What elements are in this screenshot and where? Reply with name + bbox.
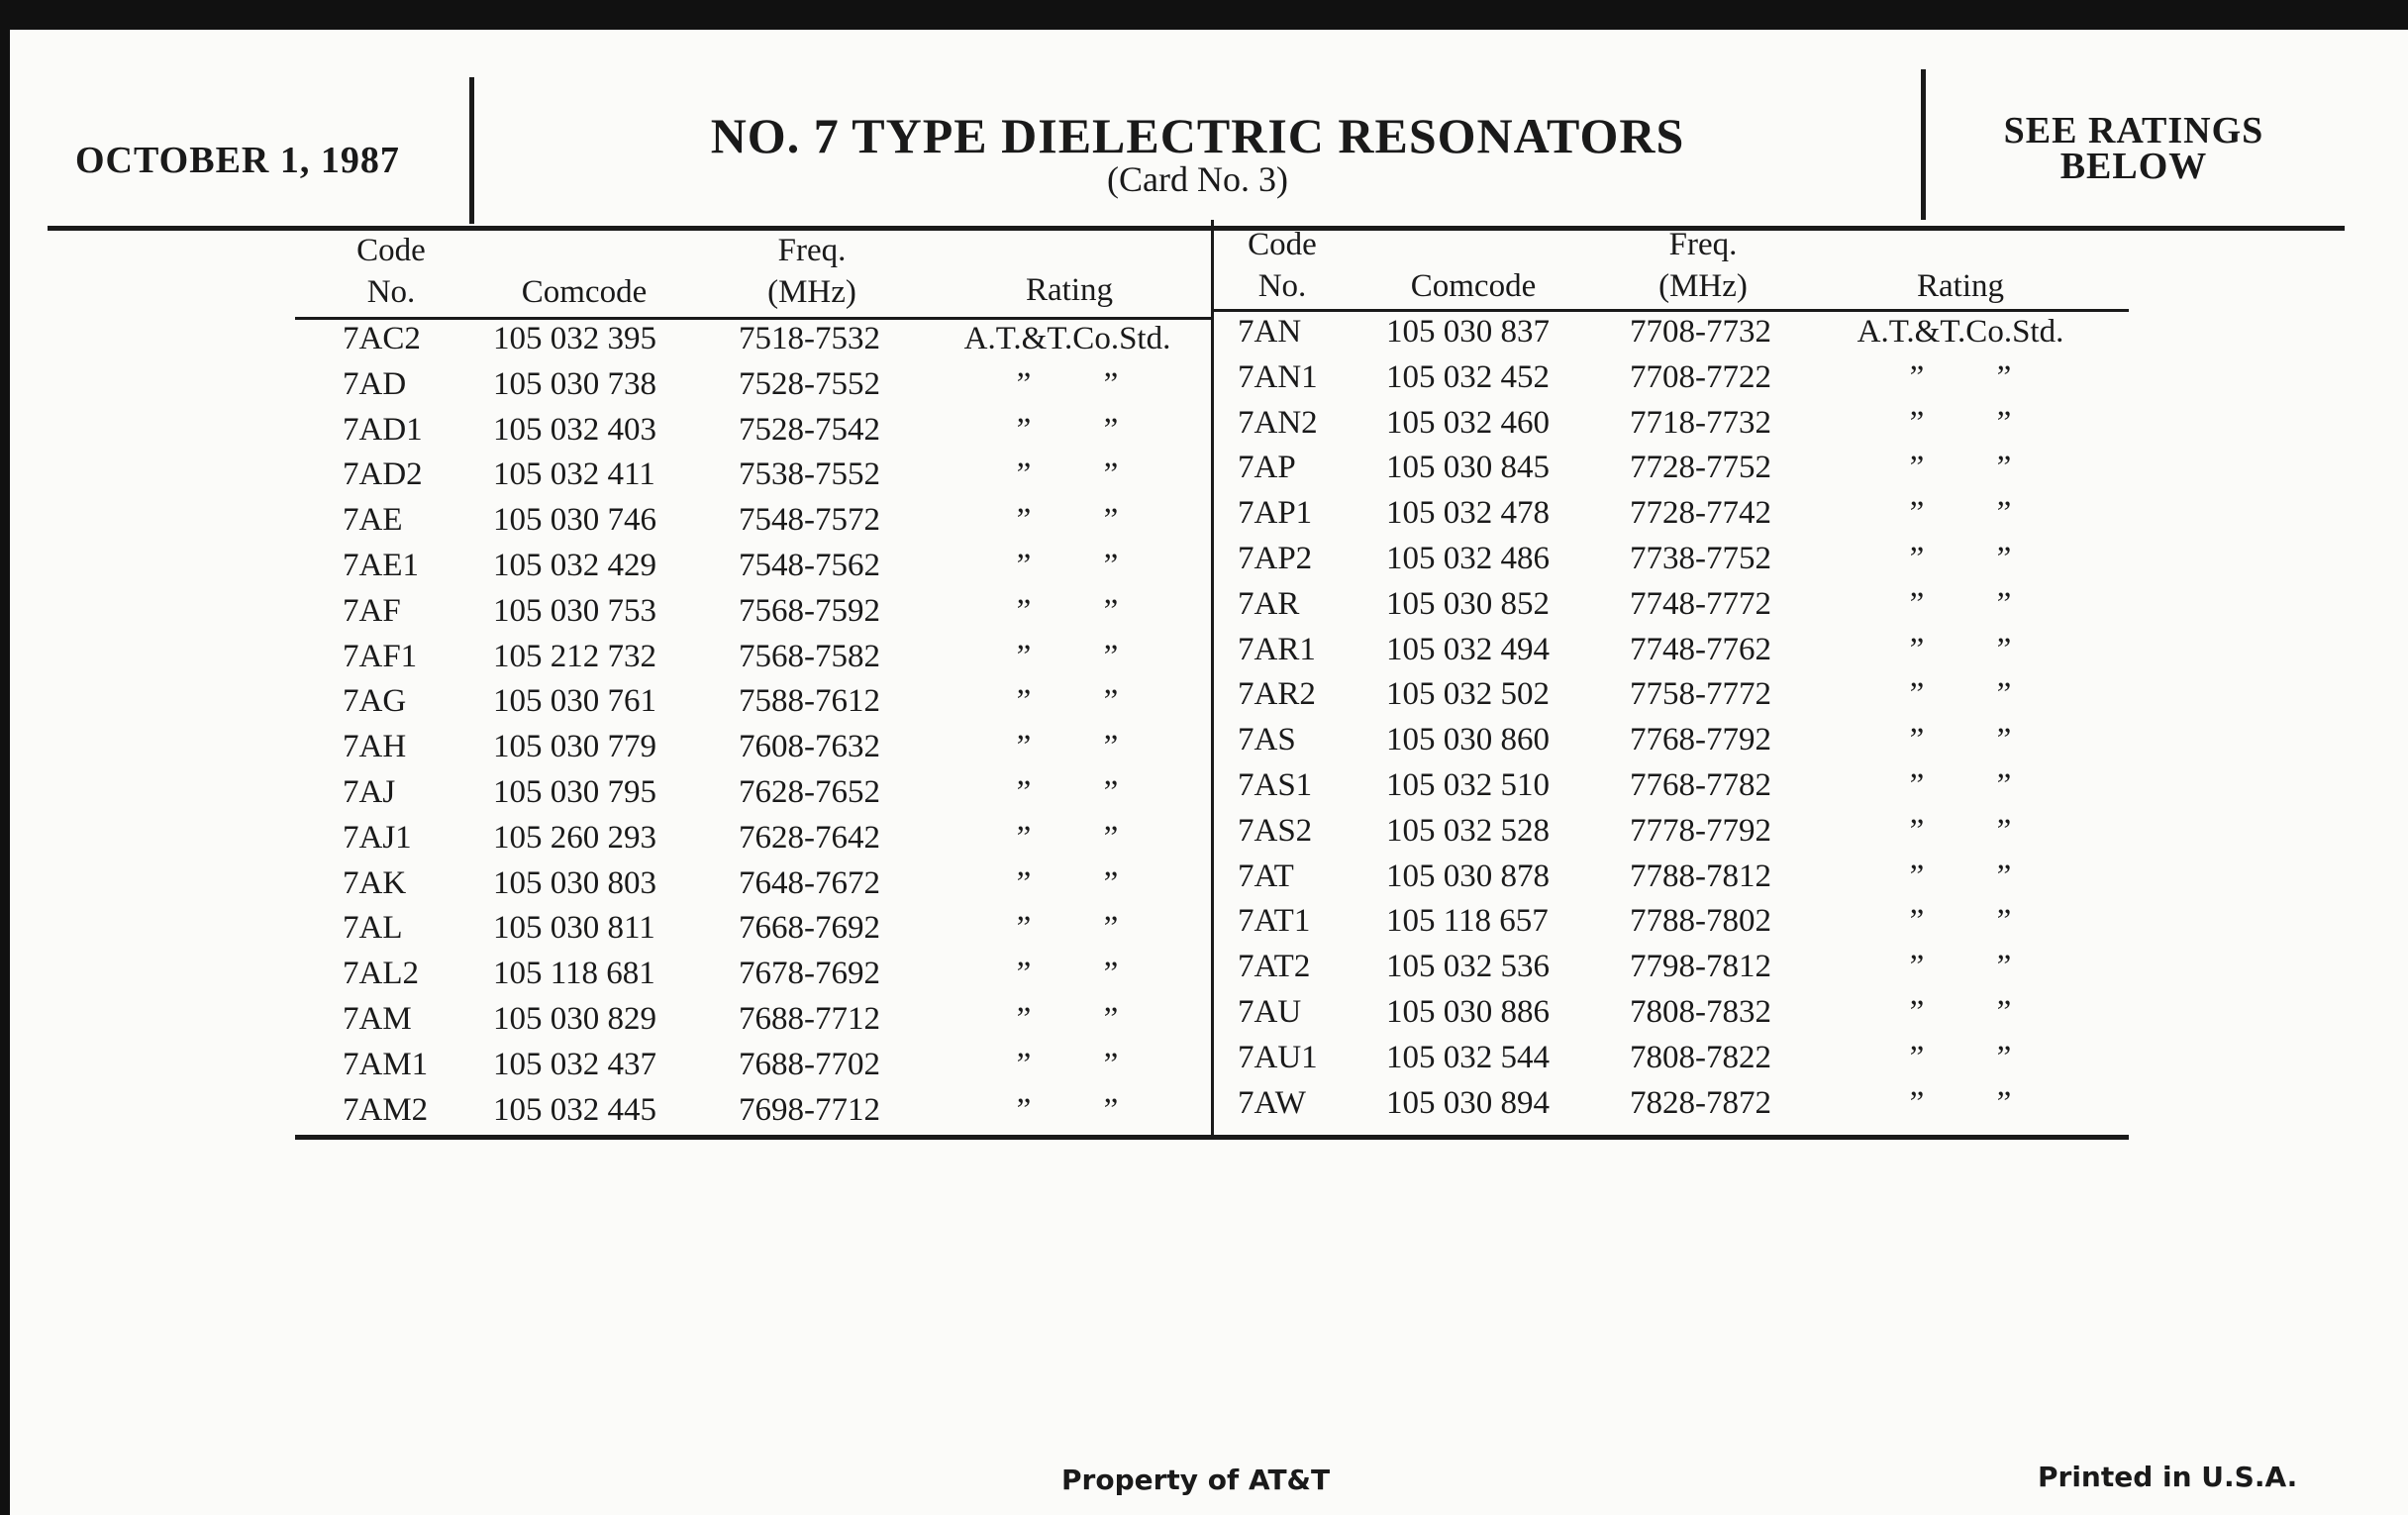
cell-code: 7AF1	[343, 638, 418, 674]
ditto-mark: ”	[1016, 1046, 1032, 1082]
ditto-mark: ”	[1103, 864, 1119, 901]
cell-code: 7AR	[1238, 585, 1300, 622]
cell-rating	[939, 906, 1196, 952]
cell-freq: 7698-7712	[739, 1091, 880, 1128]
ditto-mark: ”	[1016, 1091, 1032, 1128]
table-bottom-rule	[295, 1135, 2129, 1140]
cell-rating: A.T.&T.Co.Std.	[963, 321, 1171, 356]
cell-rating	[939, 997, 1196, 1043]
cell-rating	[939, 544, 1196, 589]
cell-code: 7AS1	[1238, 767, 1313, 803]
col-head-text: Code	[1248, 227, 1317, 262]
cell-code: 7AU1	[1238, 1039, 1318, 1075]
cell-rating	[1832, 446, 2089, 491]
ditto-mark: ”	[1996, 812, 2012, 849]
ditto-mark: ”	[1103, 774, 1119, 810]
ditto-mark: ”	[1016, 1001, 1032, 1037]
ditto-mark: ”	[1103, 456, 1119, 493]
cell-code: 7AD1	[343, 411, 423, 448]
ditto-mark: ”	[1103, 729, 1119, 765]
ditto-mark: ”	[1996, 631, 2012, 667]
cell-comcode: 105 032 536	[1386, 949, 1550, 985]
ditto-mark: ”	[1996, 541, 2012, 576]
cell-rating	[1832, 582, 2089, 628]
cell-comcode: 105 032 478	[1386, 495, 1550, 532]
cell-rating	[1832, 1036, 2089, 1081]
cell-code: 7AD	[343, 365, 407, 402]
cell-code: 7AM	[343, 1001, 412, 1037]
cell-freq: 7728-7752	[1630, 450, 1771, 486]
cell-freq: 7828-7872	[1630, 1084, 1771, 1121]
ditto-mark: ”	[1996, 722, 2012, 758]
ratings-note	[1926, 110, 2342, 187]
cell-freq: 7568-7582	[739, 638, 880, 674]
cell-freq: 7798-7812	[1630, 949, 1771, 985]
cell-comcode: 105 032 460	[1386, 404, 1550, 441]
cell-freq: 7528-7552	[739, 365, 880, 402]
col-head-text: (MHz)	[767, 274, 856, 310]
cell-freq: 7568-7592	[739, 592, 880, 629]
ditto-mark: ”	[1016, 956, 1032, 992]
ditto-mark: ”	[1996, 1084, 2012, 1121]
cell-code: 7AR1	[1238, 631, 1316, 667]
ditto-mark: ”	[1909, 541, 1925, 576]
cell-comcode: 105 032 494	[1386, 631, 1550, 667]
ditto-mark: ”	[1996, 994, 2012, 1030]
col-head-code	[1218, 224, 1347, 307]
cell-rating	[1832, 628, 2089, 673]
cell-code: 7AE1	[343, 548, 419, 583]
ditto-mark: ”	[1909, 994, 1925, 1030]
cell-code: 7AJ	[343, 774, 396, 810]
ditto-mark: ”	[1103, 502, 1119, 539]
cell-freq: 7748-7762	[1630, 631, 1771, 667]
cell-code: 7AT	[1238, 858, 1294, 894]
cell-rating	[1832, 718, 2089, 763]
cell-rating	[1832, 899, 2089, 945]
cell-comcode: 105 030 894	[1386, 1084, 1550, 1121]
cell-rating	[939, 679, 1196, 725]
cell-comcode: 105 030 860	[1386, 722, 1550, 758]
cell-comcode: 105 030 852	[1386, 585, 1550, 622]
col-head-rating: Rating	[1917, 268, 2004, 304]
cell-comcode: 105 030 878	[1386, 858, 1550, 894]
ditto-mark: ”	[1996, 767, 2012, 803]
cell-freq: 7668-7692	[739, 910, 880, 947]
cell-rating	[1832, 763, 2089, 809]
cell-comcode: 105 030 837	[1386, 314, 1550, 350]
cell-code: 7AG	[343, 683, 407, 720]
ditto-mark: ”	[1996, 585, 2012, 622]
col-head-text: Freq.	[1668, 227, 1738, 262]
ditto-mark: ”	[1996, 1039, 2012, 1075]
cell-comcode: 105 030 753	[493, 592, 656, 629]
cell-code: 7AF	[343, 592, 401, 629]
ditto-mark: ”	[1016, 592, 1032, 629]
cell-rating	[1832, 945, 2089, 990]
ditto-mark: ”	[1909, 358, 1925, 395]
ratings-note-line: BELOW	[2059, 146, 2208, 187]
ditto-mark: ”	[1016, 819, 1032, 856]
cell-rating	[1832, 491, 2089, 537]
cell-freq: 7748-7772	[1630, 585, 1771, 622]
table-center-divider	[1211, 220, 1214, 1135]
cell-comcode: 105 030 761	[493, 683, 656, 720]
ditto-mark: ”	[1996, 676, 2012, 713]
cell-freq: 7588-7612	[739, 683, 880, 720]
cell-comcode: 105 032 445	[493, 1091, 656, 1128]
ditto-mark: ”	[1016, 456, 1032, 493]
cell-rating	[939, 861, 1196, 907]
cell-freq: 7788-7812	[1630, 858, 1771, 894]
ditto-mark: ”	[1103, 365, 1119, 402]
ditto-mark: ”	[1909, 903, 1925, 940]
cell-rating	[1832, 855, 2089, 900]
ditto-mark: ”	[1996, 358, 2012, 395]
ditto-mark: ”	[1103, 910, 1119, 947]
ditto-mark: ”	[1103, 1001, 1119, 1037]
cell-rating	[939, 589, 1196, 635]
cell-freq: 7758-7772	[1630, 676, 1771, 713]
cell-comcode: 105 032 429	[493, 548, 656, 583]
ratings-note-line: SEE RATINGS	[2003, 110, 2264, 152]
cell-freq: 7688-7712	[739, 1001, 880, 1037]
cell-freq: 7628-7642	[739, 819, 880, 856]
cell-comcode: 105 032 510	[1386, 767, 1550, 803]
ditto-mark: ”	[1016, 729, 1032, 765]
ditto-mark: ”	[1909, 949, 1925, 985]
cell-freq: 7708-7722	[1630, 358, 1771, 395]
cell-freq: 7768-7782	[1630, 767, 1771, 803]
cell-code: 7AT2	[1238, 949, 1311, 985]
ditto-mark: ”	[1016, 638, 1032, 674]
cell-code: 7AN1	[1238, 358, 1318, 395]
cell-freq: 7608-7632	[739, 729, 880, 765]
cell-rating: A.T.&T.Co.Std.	[1856, 314, 2064, 350]
cell-code: 7AL2	[343, 956, 419, 992]
cell-code: 7AM2	[343, 1091, 429, 1128]
ditto-mark: ”	[1909, 1084, 1925, 1121]
cell-freq: 7718-7732	[1630, 404, 1771, 441]
cell-comcode: 105 032 452	[1386, 358, 1550, 395]
cell-freq: 7788-7802	[1630, 903, 1771, 940]
ditto-mark: ”	[1996, 404, 2012, 441]
cell-code: 7AP1	[1238, 495, 1313, 532]
cell-rating	[1832, 355, 2089, 401]
cell-freq: 7708-7732	[1630, 314, 1771, 350]
cell-code: 7AW	[1238, 1084, 1306, 1121]
cell-comcode: 105 030 738	[493, 365, 656, 402]
cell-comcode: 105 030 795	[493, 774, 656, 810]
cell-rating	[939, 1088, 1196, 1134]
col-head-text: Freq.	[777, 233, 847, 268]
col-head-freq	[1624, 224, 1782, 307]
cell-freq: 7808-7822	[1630, 1039, 1771, 1075]
cell-comcode: 105 032 528	[1386, 812, 1550, 849]
cell-freq: 7678-7692	[739, 956, 880, 992]
cell-code: 7AR2	[1238, 676, 1316, 713]
ditto-mark: ”	[1909, 767, 1925, 803]
ditto-mark: ”	[1103, 638, 1119, 674]
ditto-mark: ”	[1016, 548, 1032, 583]
ditto-mark: ”	[1996, 858, 2012, 894]
ditto-mark: ”	[1103, 819, 1119, 856]
card-subtitle: (Card No. 3)	[1107, 159, 1288, 199]
cell-rating	[939, 362, 1196, 408]
cell-rating	[1832, 990, 2089, 1036]
printed-notice: Printed in U.S.A.	[2038, 1461, 2298, 1493]
col-head-freq	[733, 230, 891, 313]
col-head-text: (MHz)	[1658, 268, 1748, 304]
col-head-rating: Rating	[1026, 272, 1113, 308]
cell-comcode: 105 118 657	[1386, 903, 1549, 940]
cell-freq: 7518-7532	[739, 321, 880, 356]
cell-comcode: 105 032 502	[1386, 676, 1550, 713]
col-head-comcode: Comcode	[1410, 268, 1537, 304]
cell-comcode: 105 030 845	[1386, 450, 1550, 486]
ditto-mark: ”	[1996, 903, 2012, 940]
ditto-mark: ”	[1103, 1091, 1119, 1128]
cell-rating	[939, 816, 1196, 861]
ditto-mark: ”	[1909, 631, 1925, 667]
ditto-mark: ”	[1909, 858, 1925, 894]
cell-freq: 7648-7672	[739, 864, 880, 901]
cell-code: 7AE	[343, 502, 403, 539]
cell-freq: 7778-7792	[1630, 812, 1771, 849]
cell-freq: 7728-7742	[1630, 495, 1771, 532]
ditto-mark: ”	[1016, 411, 1032, 448]
col-head-comcode: Comcode	[521, 274, 648, 310]
cell-comcode: 105 032 486	[1386, 541, 1550, 576]
ditto-mark: ”	[1909, 404, 1925, 441]
ditto-mark: ”	[1016, 502, 1032, 539]
col-head-text: Code	[356, 233, 426, 268]
ditto-mark: ”	[1016, 864, 1032, 901]
cell-comcode: 105 032 395	[493, 321, 656, 356]
cell-rating	[939, 635, 1196, 680]
cell-comcode: 105 030 886	[1386, 994, 1550, 1030]
cell-rating	[1832, 809, 2089, 855]
cell-code: 7AP2	[1238, 541, 1313, 576]
cell-code: 7AS2	[1238, 812, 1313, 849]
ditto-mark: ”	[1996, 450, 2012, 486]
property-notice: Property of AT&T	[1061, 1464, 1331, 1496]
cell-comcode: 105 118 681	[493, 956, 655, 992]
cell-code: 7AH	[343, 729, 407, 765]
cell-rating	[1832, 672, 2089, 718]
ditto-mark: ”	[1103, 411, 1119, 448]
cell-freq: 7808-7832	[1630, 994, 1771, 1030]
ditto-mark: ”	[1909, 450, 1925, 486]
cell-code: 7AP	[1238, 450, 1296, 486]
cell-rating	[1832, 401, 2089, 447]
cell-freq: 7738-7752	[1630, 541, 1771, 576]
cell-code: 7AM1	[343, 1046, 429, 1082]
cell-comcode: 105 260 293	[493, 819, 656, 856]
ditto-mark: ”	[1016, 774, 1032, 810]
cell-rating	[939, 952, 1196, 997]
cell-rating	[939, 453, 1196, 498]
cell-code: 7AD2	[343, 456, 423, 493]
ditto-mark: ”	[1996, 495, 2012, 532]
ditto-mark: ”	[1909, 676, 1925, 713]
cell-rating	[1832, 1081, 2089, 1127]
cell-freq: 7628-7652	[739, 774, 880, 810]
ditto-mark: ”	[1909, 1039, 1925, 1075]
cell-comcode: 105 032 403	[493, 411, 656, 448]
ditto-mark: ”	[1996, 949, 2012, 985]
col-head-text: No.	[1257, 268, 1307, 304]
ditto-mark: ”	[1016, 910, 1032, 947]
ditto-mark: ”	[1103, 592, 1119, 629]
cell-code: 7AC2	[343, 321, 421, 356]
ditto-mark: ”	[1016, 365, 1032, 402]
cell-code: 7AL	[343, 910, 403, 947]
cell-rating	[939, 1043, 1196, 1088]
cell-freq: 7538-7552	[739, 456, 880, 493]
cell-freq: 7548-7572	[739, 502, 880, 539]
card-title: NO. 7 TYPE DIELECTRIC RESONATORS	[710, 108, 1685, 163]
cell-code: 7AN	[1238, 314, 1302, 350]
col-head-text: No.	[366, 274, 416, 310]
cell-code: 7AK	[343, 864, 407, 901]
cell-code: 7AT1	[1238, 903, 1311, 940]
cell-freq: 7548-7562	[739, 548, 880, 583]
cell-comcode: 105 030 803	[493, 864, 656, 901]
ditto-mark: ”	[1103, 548, 1119, 583]
cell-rating	[1832, 537, 2089, 582]
cell-rating	[939, 408, 1196, 454]
cell-freq: 7768-7792	[1630, 722, 1771, 758]
cell-comcode: 105 032 544	[1386, 1039, 1550, 1075]
cell-comcode: 105 212 732	[493, 638, 656, 674]
cell-comcode: 105 030 829	[493, 1001, 656, 1037]
ditto-mark: ”	[1016, 683, 1032, 720]
ditto-mark: ”	[1103, 683, 1119, 720]
cell-freq: 7528-7542	[739, 411, 880, 448]
cell-freq: 7688-7702	[739, 1046, 880, 1082]
cell-rating	[939, 770, 1196, 816]
col-head-code	[327, 230, 455, 313]
ditto-mark: ”	[1103, 956, 1119, 992]
ditto-mark: ”	[1909, 722, 1925, 758]
cell-comcode: 105 030 811	[493, 910, 655, 947]
cell-rating	[939, 498, 1196, 544]
cell-code: 7AS	[1238, 722, 1296, 758]
cell-code: 7AN2	[1238, 404, 1318, 441]
ditto-mark: ”	[1909, 812, 1925, 849]
cell-comcode: 105 032 411	[493, 456, 655, 493]
cell-comcode: 105 032 437	[493, 1046, 656, 1082]
card-date: OCTOBER 1, 1987	[75, 140, 400, 181]
ditto-mark: ”	[1103, 1046, 1119, 1082]
cell-rating	[939, 725, 1196, 770]
ditto-mark: ”	[1909, 495, 1925, 532]
ditto-mark: ”	[1909, 585, 1925, 622]
cell-code: 7AJ1	[343, 819, 412, 856]
cell-comcode: 105 030 779	[493, 729, 656, 765]
cell-code: 7AU	[1238, 994, 1302, 1030]
cell-comcode: 105 030 746	[493, 502, 656, 539]
